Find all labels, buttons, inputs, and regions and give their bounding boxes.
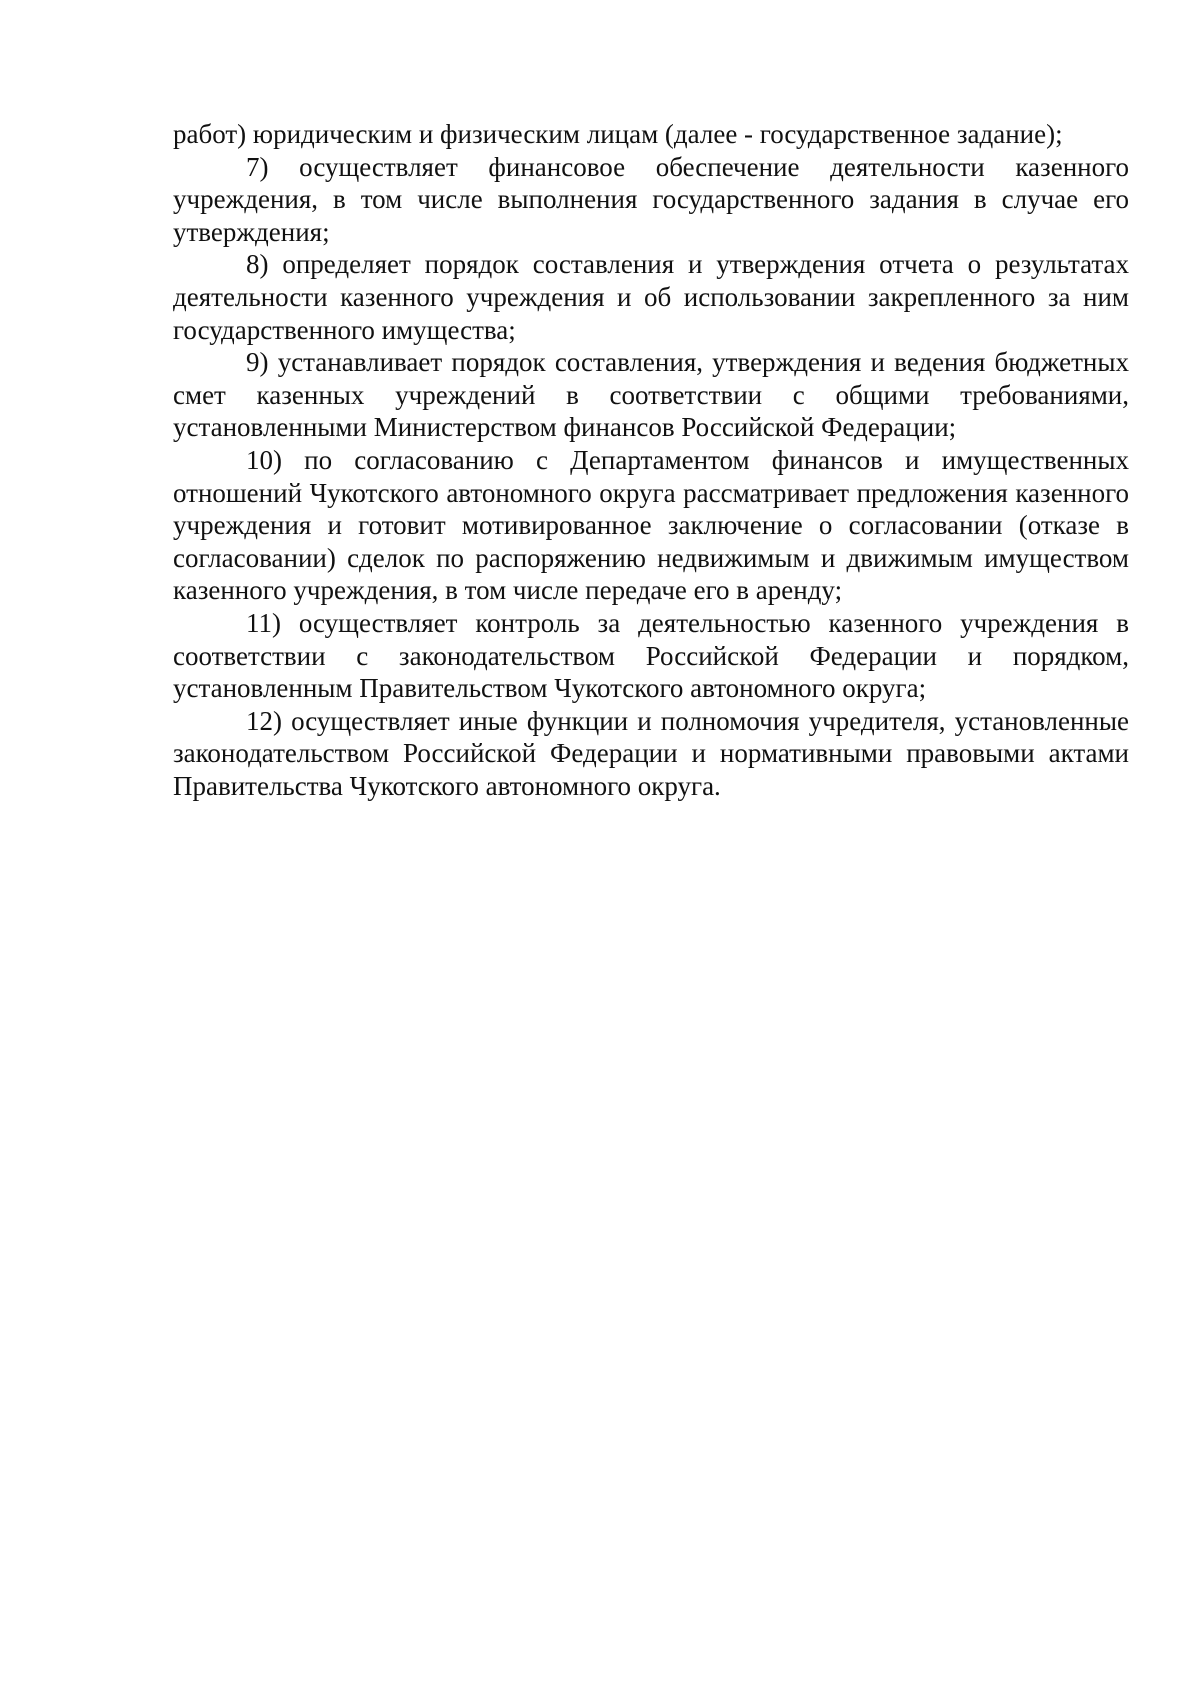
paragraph-item-11: 11) осуществляет контроль за деятельностью казенного учреждения в соответствии с законодательством Российской Федерации и порядком, установленным Правительством Чукотского автономного округа;	[173, 607, 1129, 704]
document-body	[173, 118, 1129, 802]
paragraph-item-7: 7) осуществляет финансовое обеспечение деятельности казенного учреждения, в том числе выполнения государственного задания в случае его утверждения;	[173, 151, 1129, 247]
paragraph-item-9: 9) устанавливает порядок составления, утверждения и ведения бюджетных смет казенных учреждений в соответствии с общими требованиями, установленными Министерством финансов Российской Федерации;	[173, 347, 1129, 443]
paragraph-6-continuation: работ) юридическим и физическим лицам (далее - государственное задание);	[173, 119, 1063, 149]
paragraph-item-12: 12) осуществляет иные функции и полномочия учредителя, установленные законодательством Российской Федерации и нормативными правовыми актами Правительства Чукотского автономного округа.	[173, 705, 1129, 801]
paragraph-item-8: 8) определяет порядок составления и утверждения отчета о результатах деятельности казенного учреждения и об использовании закрепленного за ним государственного имущества;	[173, 249, 1129, 345]
paragraph-item-10: 10) по согласованию с Департаментом финансов и имущественных отношений Чукотского автономного округа рассматривает предложения казенного учреждения и готовит мотивированное заключение о согласовании (отказе в согласовании) сделок по распоряжению недвижимым и движимым имуществом казенного учреждения, в том числе передаче его в аренду;	[173, 444, 1129, 606]
